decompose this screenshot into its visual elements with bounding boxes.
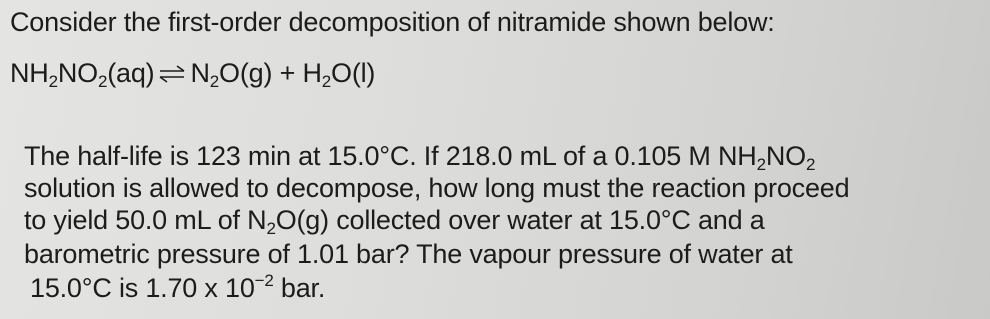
problem-line-1-text-b: NO [765, 141, 806, 171]
problem-line-3-subscript: 2 [266, 219, 276, 238]
problem-line-2 [24, 172, 849, 204]
product1-rest: O(g) [219, 58, 273, 88]
heading-text: Consider the first-order decomposition of nitramide shown below: [10, 7, 775, 37]
product1-subscript: 2 [209, 72, 220, 91]
reactant-state: (aq) [107, 58, 155, 88]
problem-line-1 [24, 140, 815, 172]
product2-rest: O(l) [331, 58, 376, 88]
problem-line-5-exponent: −2 [254, 271, 274, 290]
problem-line-2-text: solution is allowed to decompose, how long must the reaction proceed [24, 173, 850, 203]
reactant-mid: NO [57, 58, 98, 88]
problem-line-1-text: The half-life is 123 min at 15.0°C. If 218.0 mL of a 0.105 M NH [24, 141, 757, 171]
product2-base: H [302, 58, 322, 88]
problem-line-3 [24, 204, 765, 236]
plus-sign: + [279, 58, 296, 88]
reactant-subscript-2: 2 [97, 72, 108, 91]
equilibrium-arrow-icon [158, 64, 186, 84]
product2-subscript: 2 [321, 72, 332, 91]
problem-line-4 [24, 238, 793, 270]
reaction-equation [10, 57, 375, 89]
reactant-base: NH [10, 58, 49, 88]
problem-line-3-text-b: O(g) collected over water at 15.0°C and a [275, 205, 765, 235]
reactant-subscript-1: 2 [48, 72, 58, 91]
problem-line-5 [30, 272, 325, 304]
problem-line-4-text: barometric pressure of 1.01 bar? The vapour pressure of water at [24, 239, 793, 269]
question-heading [10, 6, 775, 38]
problem-line-5-text-b: bar. [273, 273, 326, 303]
problem-line-5-text: 15.0°C is 1.70 x 10 [30, 273, 255, 303]
problem-line-1-subscript-1: 2 [756, 155, 766, 174]
product1-base: N [190, 58, 210, 88]
problem-line-1-subscript-2: 2 [805, 155, 816, 174]
problem-line-3-text: to yield 50.0 mL of N [24, 205, 267, 235]
